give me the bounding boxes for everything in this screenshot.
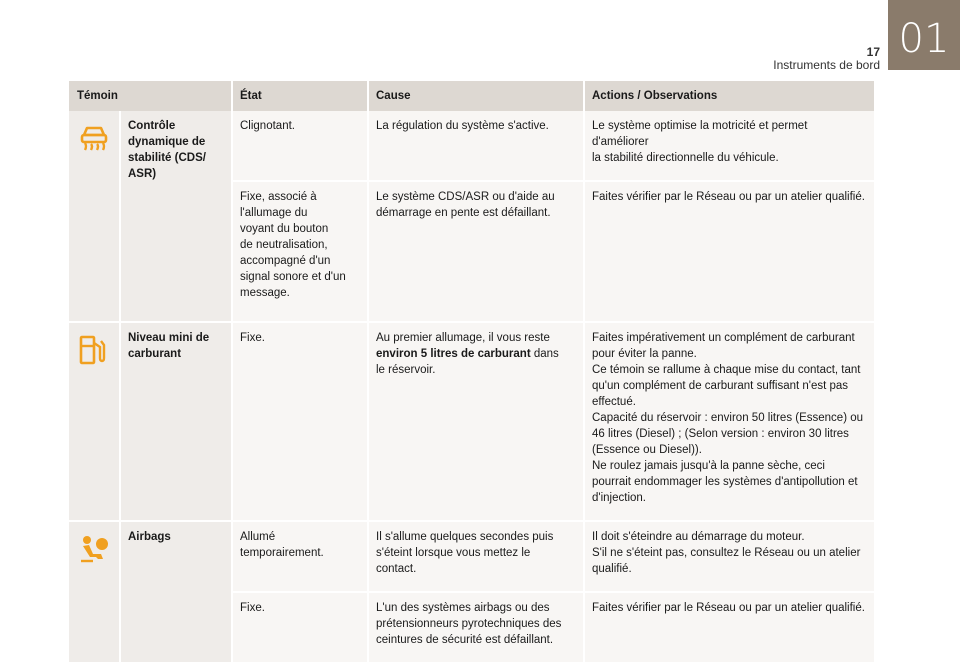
etat-cell: Allumé temporairement. <box>233 522 369 593</box>
icon-cell <box>69 111 121 323</box>
icon-cell <box>69 522 121 664</box>
chapter-tab: 01 <box>888 0 960 70</box>
etat-cell: Fixe, associé à l'allumage du voyant du bouton de neutralisation, accompagné d'un signal sonore et d'un message. <box>233 182 369 323</box>
table-row <box>69 111 874 182</box>
airbag-icon <box>77 532 111 566</box>
section-title: Instruments de bord <box>773 58 880 72</box>
fuel-pump-icon <box>77 333 111 367</box>
cause-cell: L'un des systèmes airbags ou des prétensionneurs pyrotechniques des ceintures de sécurité est défaillant. <box>369 593 585 664</box>
etat-cell: Fixe. <box>233 593 369 664</box>
warning-name: Niveau mini de carburant <box>121 323 233 522</box>
cause-text-end: dans le réservoir. <box>376 348 559 376</box>
action-cell: Il doit s'éteindre au démarrage du moteur. S'il ne s'éteint pas, consultez le Réseau ou un atelier qualifié. <box>585 522 874 593</box>
action-cell: Le système optimise la motricité et permet d'améliorer la stabilité directionnelle du véhicule. <box>585 111 874 182</box>
cause-cell: Il s'allume quelques secondes puis s'éteint lorsque vous mettez le contact. <box>369 522 585 593</box>
col-header-etat: État <box>233 81 369 111</box>
action-cell: Faites vérifier par le Réseau ou par un atelier qualifié. <box>585 593 874 664</box>
warning-lights-table <box>69 81 874 664</box>
action-cell: Faites impérativement un complément de carburant pour éviter la panne. Ce témoin se rallume à chaque mise du contact, tant qu'un complément de carburant suffisant n'est pas effectué. Capacité du réservoir : environ 50 litres (Essence) ou 46 litres (Diesel) ; (Selon version : environ 30 litres (Essence ou Diesel)). Ne roulez jamais jusqu'à la panne sèche, ceci pourrait endommager les systèmes d'antipollution et d'injection. <box>585 323 874 522</box>
etat-cell: Fixe. <box>233 323 369 522</box>
table-header-row <box>69 81 874 111</box>
col-header-actions: Actions / Observations <box>585 81 874 111</box>
skid-car-icon <box>77 121 111 155</box>
col-header-cause: Cause <box>369 81 585 111</box>
warning-name: Airbags <box>121 522 233 664</box>
icon-cell <box>69 323 121 522</box>
table-row <box>69 522 874 593</box>
cause-cell: La régulation du système s'active. <box>369 111 585 182</box>
cause-cell: Le système CDS/ASR ou d'aide au démarrage en pente est défaillant. <box>369 182 585 323</box>
col-header-temoin: Témoin <box>69 81 233 111</box>
cause-emphasis: environ 5 litres de carburant <box>376 348 531 360</box>
cause-cell <box>369 323 585 522</box>
cause-text: Au premier allumage, il vous reste <box>376 332 550 344</box>
action-cell: Faites vérifier par le Réseau ou par un atelier qualifié. <box>585 182 874 323</box>
table-row <box>69 323 874 522</box>
page-number: 17 <box>866 45 880 59</box>
warning-name: Contrôle dynamique de stabilité (CDS/ ASR) <box>121 111 233 323</box>
etat-cell: Clignotant. <box>233 111 369 182</box>
